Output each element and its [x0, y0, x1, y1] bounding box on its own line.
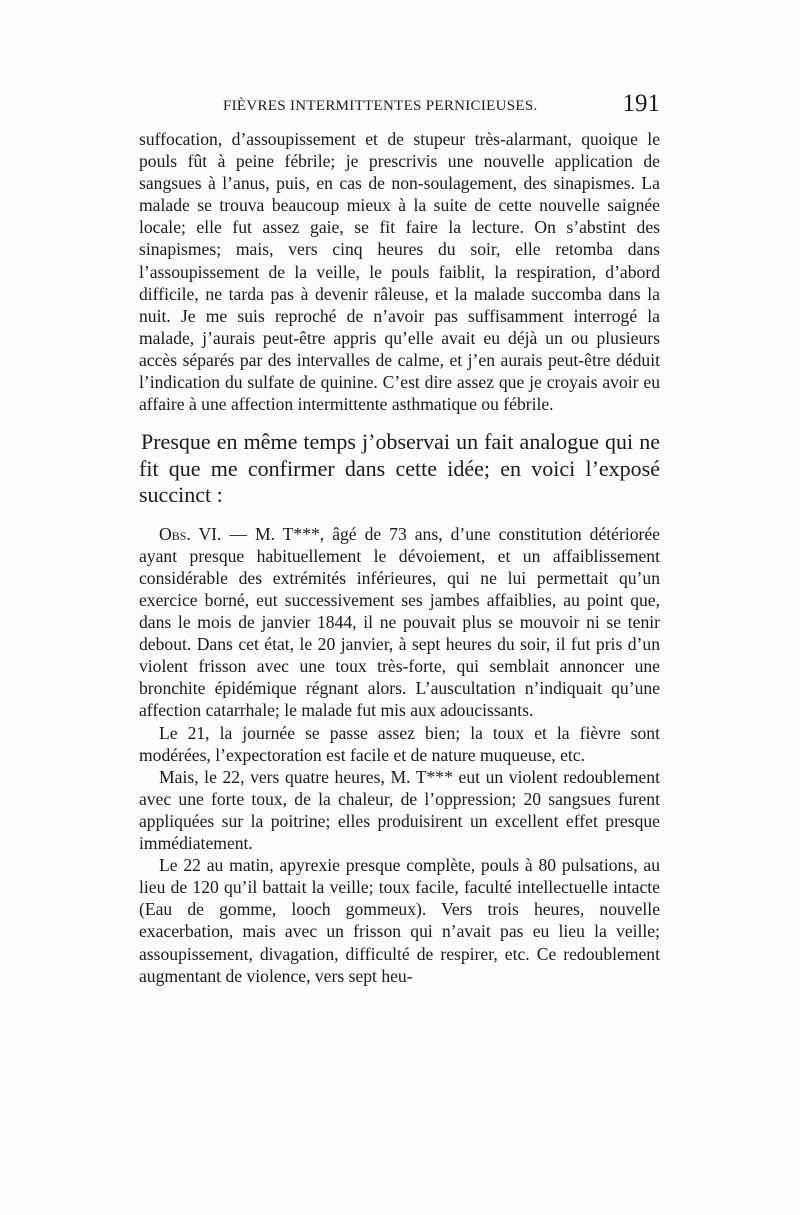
paragraph-continued: suffocation, d’assoupissement et de stupeur très-alarmant, quoique le pouls fût à peine fébrile; je prescrivis une nouvelle application de sangsues à l’anus, puis, en cas de non-soulagement, des sinapismes. La malade se trouva beaucoup mieux à la suite de cette nouvelle saignée locale; elle fut assez gaie, se fit faire la lecture. On s’abstint des sinapismes; mais, vers cinq heures du soir, elle retomba dans l’assoupissement de la veille, le pouls faiblit, la respiration, d’abord difficile, ne tarda pas à devenir râleuse, et la malade succomba dans la nuit. Je me suis reproché de n’avoir pas suffisamment interrogé la malade, j’aurais peut-être appris qu’elle avait eu déjà un ou plusieurs accès séparés par des intervalles de calme, et j’en aurais peut-être déduit l’indication du sulfate de quinine. C’est dire assez que je croyais avoir eu affaire à une affection intermittente asthmatique ou fébrile. — [139, 129, 660, 415]
observation-text: M. T***, âgé de 73 ans, d’une constitution détériorée ayant presque habituellement le dévoiement, et un affaiblissement considérable des extrémités inférieures, qui ne lui permettait qu’un exercice borné, eut successivement ses jambes affaiblies, au point que, dans le mois de janvier 1844, il ne pouvait plus se mouvoir ni se tenir debout. Dans cet état, le 20 janvier, à sept heures du soir, il fut pris d’un violent frisson avec une toux très-forte, qui semblait annoncer une bronchite épidémique régnant alors. L’auscultation n’indiquait qu’une affection catarrhale; le malade fut mis aux adoucissants. — [139, 523, 660, 721]
paragraph-intro: Presque en même temps j’observai un fait analogue qui ne fit que me confirmer dans cette idée; en voici l’exposé succinct : — [139, 429, 660, 508]
paragraph-day-22-morning: Le 22 au matin, apyrexie presque complète, pouls à 80 pulsations, au lieu de 120 qu’il battait la veille; toux facile, faculté intellectuelle intacte (Eau de gomme, looch gommeux). Vers trois heures, nouvelle exacerbation, mais avec un frisson qui n’avait pas eu lieu la veille; assoupissement, divagation, difficulté de respirer, etc. Ce redoublement augmentant de violence, vers sept heu- — [139, 855, 660, 986]
paragraph-day-22: Mais, le 22, vers quatre heures, M. T*** eut un violent redoublement avec une forte toux, de la chaleur, de l’oppression; 20 sangsues furent appliquées sur la poitrine; elles produisirent un excellent effet presque immédiatement. — [139, 766, 660, 854]
running-title: FIÈVRES INTERMITTENTES PERNICIEUSES. — [223, 98, 538, 114]
paragraph-day-21: Le 21, la journée se passe assez bien; la toux et la fièvre sont modérées, l’expectoration est facile et de nature muqueuse, etc. — [139, 722, 660, 765]
observation-label: Obs. VI. — — [159, 523, 255, 544]
page-number: 191 — [622, 90, 660, 117]
book-page — [139, 92, 660, 987]
running-header — [139, 92, 660, 120]
observation-paragraph — [139, 523, 660, 722]
